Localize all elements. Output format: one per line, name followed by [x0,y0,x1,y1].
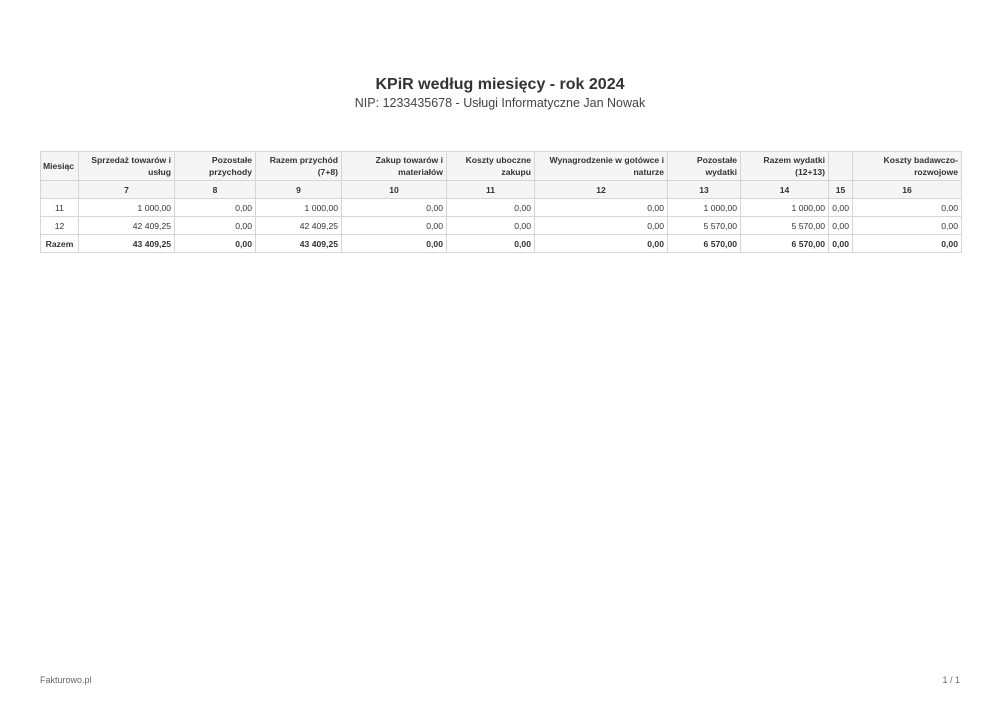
table-cell: 5 570,00 [668,217,741,235]
table-cell: 42 409,25 [79,217,175,235]
column-number [41,181,79,199]
kpir-table-container [40,151,961,253]
column-number: 14 [741,181,829,199]
column-header-total-expenses: Razem wydatki (12+13) [741,152,829,181]
table-total-cell: 43 409,25 [79,235,175,253]
table-cell: 1 000,00 [79,199,175,217]
table-cell: 5 570,00 [741,217,829,235]
table-total-cell: 6 570,00 [741,235,829,253]
column-header-other-expenses: Pozostałe wydatki [668,152,741,181]
table-total-row [41,235,962,253]
table-cell: 0,00 [447,217,535,235]
table-total-label: Razem [41,235,79,253]
table-row [41,217,962,235]
column-number: 11 [447,181,535,199]
column-header-rd-costs: Koszty badawczo-rozwojowe [853,152,962,181]
table-cell: 42 409,25 [256,217,342,235]
document-header [0,76,1000,111]
column-header-total-income: Razem przychód (7+8) [256,152,342,181]
table-cell: 1 000,00 [668,199,741,217]
table-total-cell: 43 409,25 [256,235,342,253]
column-number: 15 [829,181,853,199]
kpir-table [40,151,962,253]
column-header-15 [829,152,853,181]
table-cell: 0,00 [853,217,962,235]
column-header-purchase-goods: Zakup towarów i materiałów [342,152,447,181]
table-cell: 0,00 [342,199,447,217]
table-cell-month: 11 [41,199,79,217]
column-number: 13 [668,181,741,199]
column-number: 7 [79,181,175,199]
page-subtitle: NIP: 1233435678 - Usługi Informatyczne Jan Nowak [354,96,646,110]
table-total-cell: 6 570,00 [668,235,741,253]
column-number: 16 [853,181,962,199]
table-cell: 1 000,00 [741,199,829,217]
table-cell: 0,00 [829,217,853,235]
table-cell: 0,00 [175,199,256,217]
table-total-cell: 0,00 [535,235,668,253]
table-cell: 0,00 [175,217,256,235]
column-number: 12 [535,181,668,199]
page-title: KPiR według miesięcy - rok 2024 [375,76,625,93]
column-number: 10 [342,181,447,199]
footer-brand: Fakturowo.pl [40,675,92,685]
column-header-other-income: Pozostałe przychody [175,152,256,181]
table-row [41,199,962,217]
table-column-numbers-row [41,181,962,199]
table-total-cell: 0,00 [829,235,853,253]
column-header-salaries: Wynagrodzenie w gotówce i naturze [535,152,668,181]
table-header-row [41,152,962,181]
table-total-cell: 0,00 [447,235,535,253]
table-cell: 0,00 [342,217,447,235]
table-total-cell: 0,00 [175,235,256,253]
table-cell: 0,00 [535,199,668,217]
table-cell: 0,00 [535,217,668,235]
column-number: 9 [256,181,342,199]
table-cell: 0,00 [853,199,962,217]
table-cell: 1 000,00 [256,199,342,217]
table-cell: 0,00 [829,199,853,217]
column-header-month: Miesiąc [41,152,79,181]
footer-page-number: 1 / 1 [942,675,960,685]
column-header-sales: Sprzedaż towarów i usług [79,152,175,181]
column-header-purchase-side-costs: Koszty uboczne zakupu [447,152,535,181]
table-cell-month: 12 [41,217,79,235]
table-total-cell: 0,00 [853,235,962,253]
column-number: 8 [175,181,256,199]
table-cell: 0,00 [447,199,535,217]
table-total-cell: 0,00 [342,235,447,253]
